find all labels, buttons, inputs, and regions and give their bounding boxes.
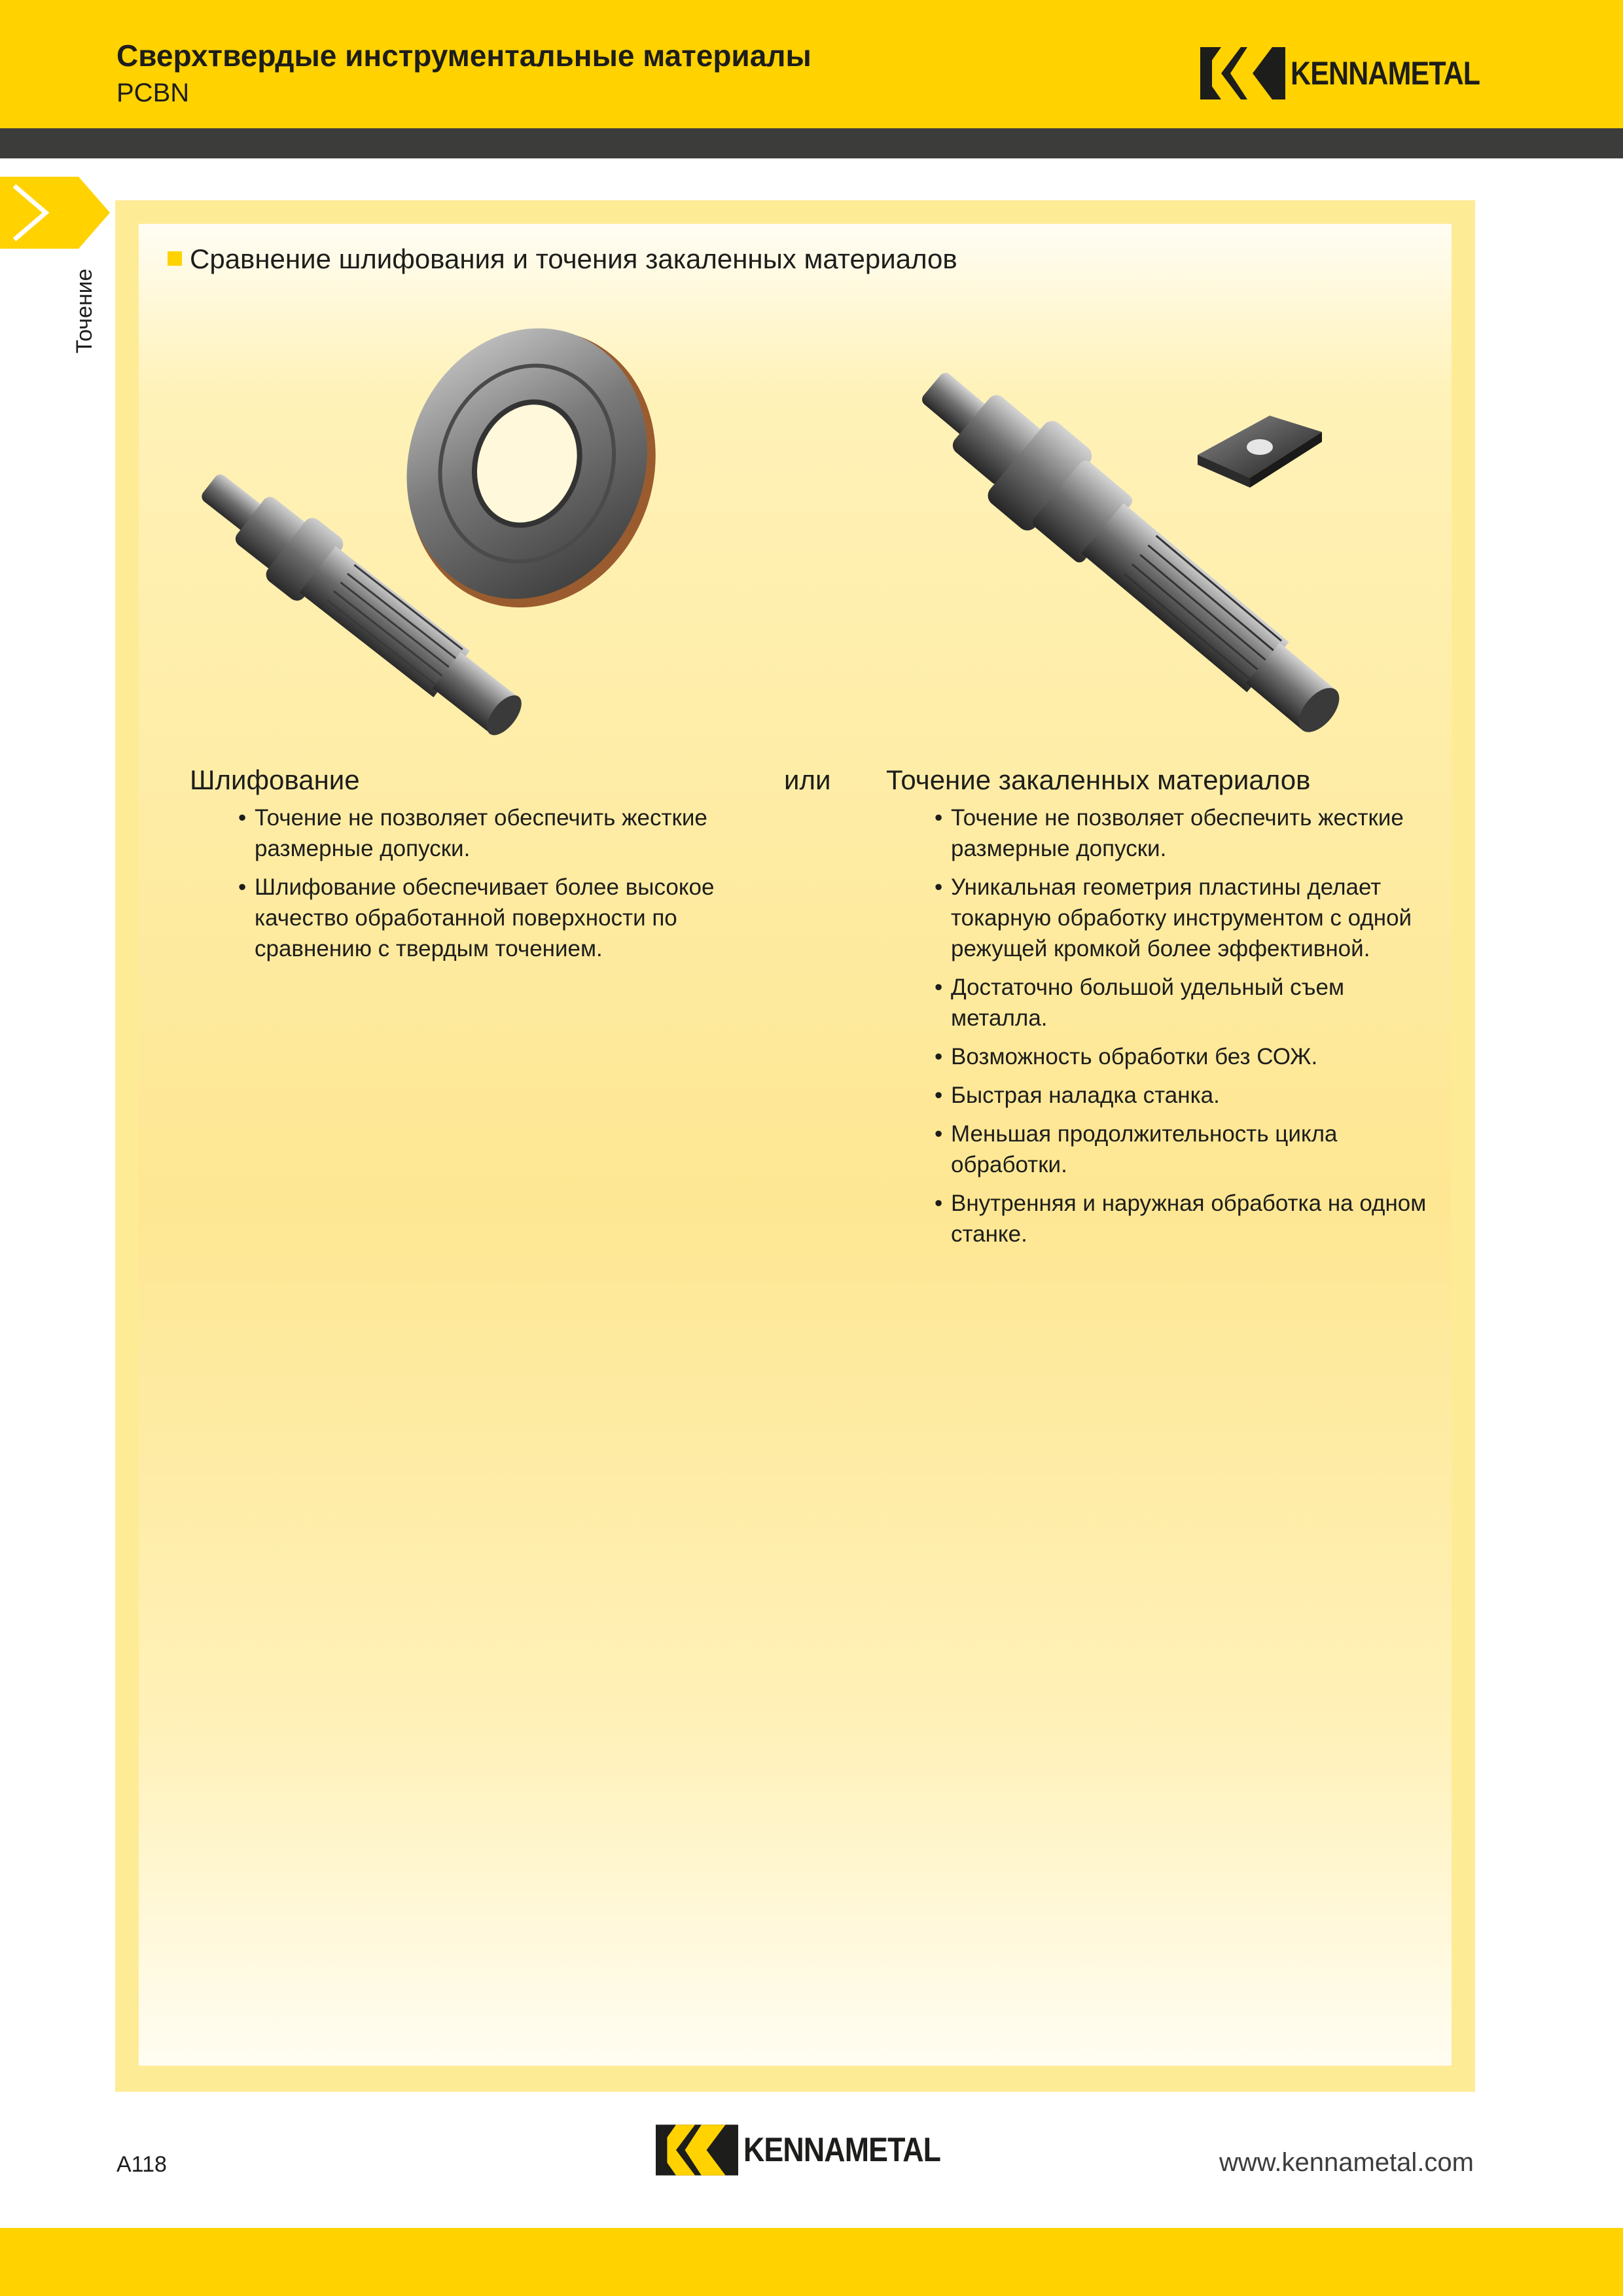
kennametal-logo[interactable] — [1200, 47, 1510, 99]
header-divider-band — [0, 128, 1623, 158]
list-item: • Возможность обработки без СОЖ. — [935, 1041, 1445, 1072]
chevron-right-icon — [0, 177, 111, 249]
list-item: • Внутренняя и наружная обработка на одном станке. — [935, 1188, 1445, 1249]
page-header — [0, 0, 1623, 128]
list-item: • Достаточно большой удельный съем металла. — [935, 972, 1445, 1033]
kennametal-k-icon — [1200, 47, 1285, 99]
grinding-bullet-list — [238, 802, 736, 972]
list-item: • Точение не позволяет обеспечить жесткие размерные допуски. — [935, 802, 1445, 864]
side-tab-label: Точение — [72, 268, 97, 353]
footer-band — [0, 2228, 1623, 2296]
grinding-wheel-and-shaft-illustration — [190, 314, 661, 759]
turning-shaft-and-insert-illustration — [897, 327, 1407, 759]
list-item: • Быстрая наладка станка. — [935, 1080, 1445, 1111]
hard-turning-heading: Точение закаленных материалов — [886, 764, 1311, 795]
hard-turning-bullet-list — [935, 802, 1445, 1257]
header-subtitle: PCBN — [116, 79, 190, 107]
list-item: • Уникальная геометрия пластины делает токарную обработку инструментом с одной режущей кромкой более эффективной. — [935, 872, 1445, 964]
comparison-connector: или — [784, 764, 831, 795]
grinding-heading: Шлифование — [190, 764, 360, 795]
list-item: • Точение не позволяет обеспечить жесткие размерные допуски. — [238, 802, 736, 864]
section-marker — [168, 251, 182, 266]
list-item: • Шлифование обеспечивает более высокое качество обработанной поверхности по сравнению с твердым точением. — [238, 872, 736, 964]
kennametal-footer-logo[interactable] — [656, 2124, 972, 2176]
website-link[interactable]: www.kennametal.com — [1219, 2148, 1474, 2177]
kennametal-k-icon — [656, 2124, 738, 2176]
header-title: Сверхтвердые инструментальные материалы — [116, 39, 812, 73]
list-item: • Меньшая продолжительность цикла обработки. — [935, 1119, 1445, 1180]
cbn-insert — [1198, 416, 1322, 488]
logo-wordmark: KENNAMETAL — [743, 2131, 941, 2169]
logo-wordmark: KENNAMETAL — [1291, 55, 1480, 92]
section-title: Сравнение шлифования и точения закаленных материалов — [190, 243, 957, 274]
page-number: A118 — [116, 2152, 167, 2177]
